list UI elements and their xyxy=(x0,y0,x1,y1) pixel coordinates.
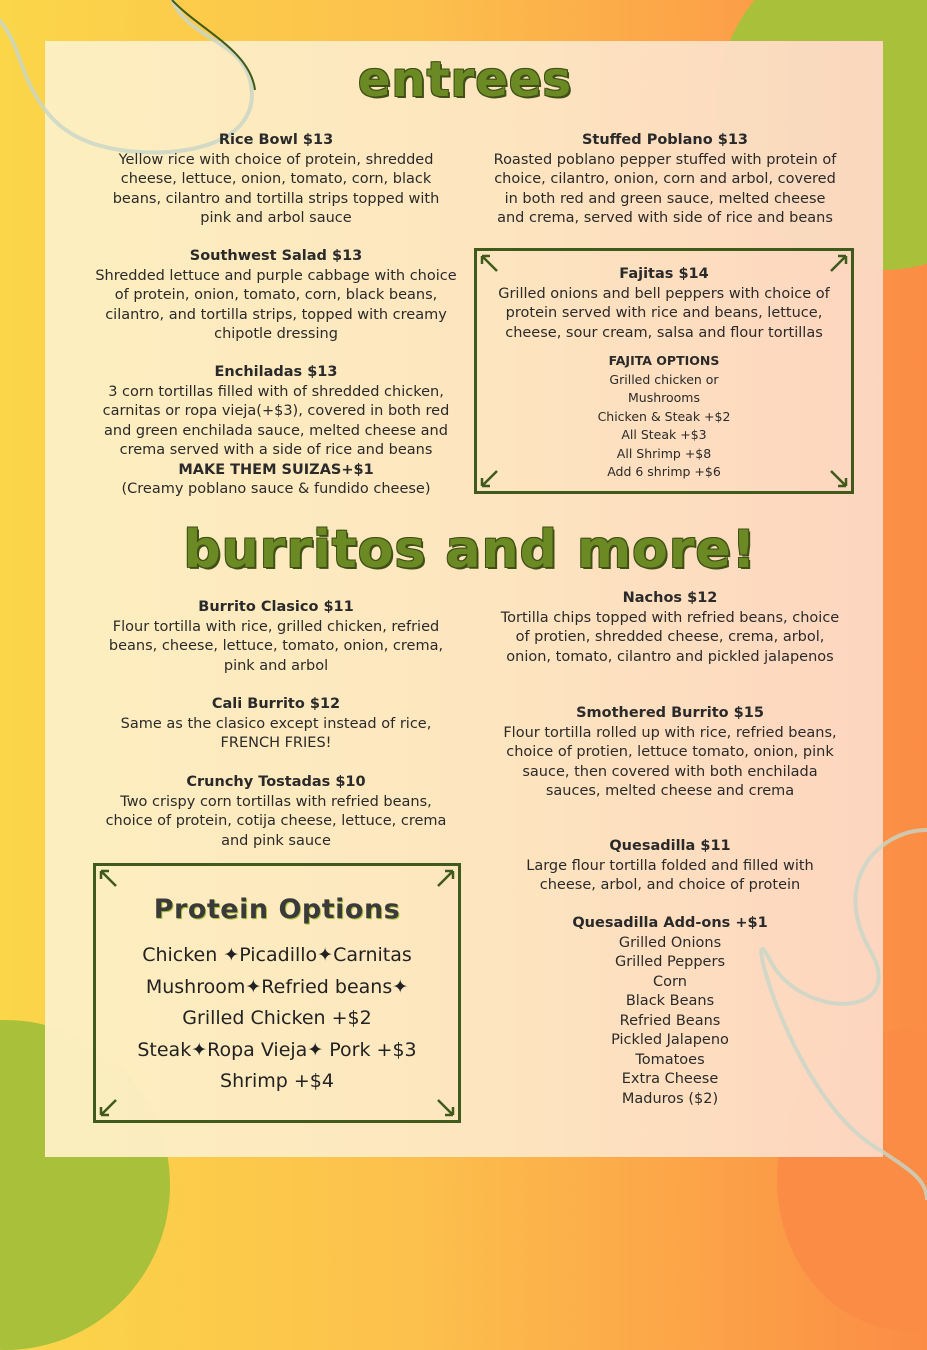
menu-item-stuffed-poblano xyxy=(490,131,840,229)
item-description: Two crispy corn tortillas with refried beans, choice of protein, cotija cheese, lettuce, crema and pink sauce xyxy=(105,793,447,849)
menu-item-quesadilla xyxy=(500,837,840,896)
item-description: Grilled onions and bell peppers with choice of protein served with rice and beans, lettuce, cheese, sour cream, salsa and flour tortillas xyxy=(498,285,830,341)
item-title: Rice Bowl $13 xyxy=(218,132,334,148)
item-description: Flour tortilla with rice, grilled chicken, refried beans, cheese, lettuce, tomato, onion, crema, pink and arbol xyxy=(108,618,444,674)
item-extra-description: (Creamy poblano sauce & fundido cheese) xyxy=(121,481,431,497)
item-title: Cali Burrito $12 xyxy=(211,696,341,712)
addon-item: Grilled Peppers xyxy=(614,954,725,970)
item-description: Same as the clasico except instead of rice, FRENCH FRIES! xyxy=(120,715,432,751)
item-title: Quesadilla $11 xyxy=(609,838,731,854)
menu-item-southwest-salad xyxy=(90,247,462,345)
item-title: Smothered Burrito $15 xyxy=(576,705,764,721)
protein-line: Steak✦Ropa Vieja✦ Pork +$3 xyxy=(137,1038,417,1061)
arrow-corner-icon xyxy=(98,868,120,890)
heading-entrees: entrees xyxy=(357,52,573,108)
addon-item: Refried Beans xyxy=(619,1012,721,1029)
item-description: Large flour tortilla folded and filled with cheese, arbol, and choice of protein xyxy=(526,857,814,893)
item-title: Southwest Salad $13 xyxy=(189,248,363,264)
protein-options-title: Protein Options xyxy=(153,894,401,925)
protein-line: Mushroom✦Refried beans✦ xyxy=(145,975,409,998)
item-title: Crunchy Tostadas $10 xyxy=(186,774,366,790)
menu-item-fajitas xyxy=(493,265,835,343)
item-title: Enchiladas $13 xyxy=(214,364,338,380)
item-description: Roasted poblano pepper stuffed with protein of choice, cilantro, onion, corn and arbol, covered in both red and green sauce, melted cheese and crema, served with side of rice and beans xyxy=(493,151,837,226)
protein-line: Shrimp +$4 xyxy=(220,1070,334,1092)
fajita-options xyxy=(477,352,851,482)
arrow-corner-icon xyxy=(434,868,456,890)
addon-item: Grilled Onions xyxy=(618,934,722,951)
item-title: Fajitas $14 xyxy=(619,266,709,282)
menu-item-smothered-burrito xyxy=(495,704,845,802)
menu-item-cali-burrito xyxy=(103,695,449,754)
protein-line: Chicken ✦Picadillo✦Carnitas xyxy=(142,944,412,966)
fajita-options-title: FAJITA OPTIONS xyxy=(608,353,720,368)
item-extra-title: MAKE THEM SUIZAS+$1 xyxy=(178,461,374,478)
addon-item: Black Beans xyxy=(625,993,715,1009)
arrow-corner-icon xyxy=(98,1096,120,1118)
addon-item: Extra Cheese xyxy=(621,1071,719,1087)
menu-item-crunchy-tostadas xyxy=(98,773,454,851)
fajita-option: Chicken & Steak +$2 xyxy=(597,408,731,424)
item-description: Flour tortilla rolled up with rice, refried beans, choice of protien, lettuce tomato, onion, pink sauce, then covered with both enchilada sauces, melted cheese and crema xyxy=(503,724,837,799)
addon-item: Corn xyxy=(653,973,687,990)
protein-options-list xyxy=(96,940,458,1098)
protein-options-box xyxy=(93,863,461,1123)
arrow-corner-icon xyxy=(434,1096,456,1118)
item-title: Stuffed Poblano $13 xyxy=(581,132,749,148)
protein-line: Grilled Chicken +$2 xyxy=(182,1007,372,1029)
fajita-option: Grilled chicken or xyxy=(609,371,719,387)
addon-item: Tomatoes xyxy=(635,1051,705,1068)
menu-item-burrito-clasico xyxy=(103,598,449,676)
item-title: Nachos $12 xyxy=(622,590,718,606)
addon-item: Maduros ($2) xyxy=(621,1090,719,1107)
item-title: Burrito Clasico $11 xyxy=(198,599,354,615)
menu-item-nachos xyxy=(500,589,840,667)
quesadilla-addons xyxy=(520,914,820,1109)
menu-item-enchiladas xyxy=(97,363,455,500)
fajita-option: All Steak +$3 xyxy=(621,427,707,442)
menu-item-rice-bowl xyxy=(95,131,457,229)
addons-title: Quesadilla Add-ons +$1 xyxy=(572,915,768,931)
item-description: 3 corn tortillas filled with of shredded chicken, carnitas or ropa vieja(+$3), covered in both red and green enchilada sauce, melted cheese and crema served with a side of rice and beans xyxy=(102,383,450,458)
fajita-option: All Shrimp +$8 xyxy=(616,445,712,461)
item-description: Shredded lettuce and purple cabbage with choice of protein, onion, tomato, corn, black beans, cilantro, and tortilla strips, topped with creamy chipotle dressing xyxy=(95,267,457,342)
fajitas-box xyxy=(474,248,854,494)
addon-item: Pickled Jalapeno xyxy=(611,1032,729,1048)
item-description: Tortilla chips topped with refried beans, choice of protien, shredded cheese, crema, arbol, onion, tomato, cilantro and pickled jalapenos xyxy=(500,609,840,665)
fajita-option: Mushrooms xyxy=(628,390,700,405)
item-description: Yellow rice with choice of protein, shredded cheese, lettuce, onion, tomato, corn, black beans, cilantro and tortilla strips topped with pink and arbol sauce xyxy=(112,151,440,226)
fajita-option: Add 6 shrimp +$6 xyxy=(607,464,721,479)
heading-burritos: burritos and more! xyxy=(183,520,757,580)
